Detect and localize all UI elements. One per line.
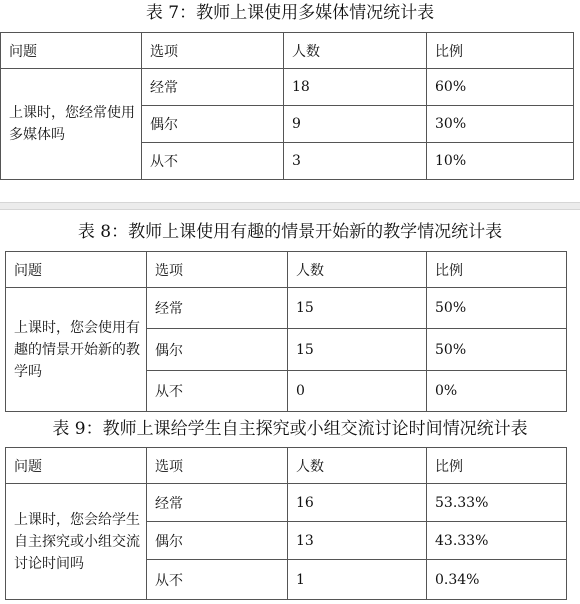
option-cell: 偶尔 [147,522,288,560]
option-cell: 从不 [142,143,284,180]
option-cell: 经常 [142,69,284,106]
header-count: 人数 [288,448,427,484]
ratio-cell: 53.33% [427,484,567,522]
table-8-title: 表 8：教师上课使用有趣的情景开始新的教学情况统计表 [77,222,503,242]
header-question: 问题 [6,252,147,288]
ratio-cell: 50% [427,329,567,371]
header-question: 问题 [1,33,142,69]
question-cell: 上课时，您经常使用多媒体吗 [1,69,142,180]
table-header-row [6,252,567,288]
option-cell: 偶尔 [142,106,284,143]
header-question: 问题 [6,448,147,484]
option-cell: 从不 [147,371,288,412]
table-9 [5,447,567,600]
table-7 [0,32,574,180]
option-cell: 从不 [147,560,288,600]
ratio-cell: 10% [427,143,574,180]
option-cell: 偶尔 [147,329,288,371]
count-cell: 13 [288,522,427,560]
ratio-cell: 30% [427,106,574,143]
table-row [1,69,574,106]
header-ratio: 比例 [427,33,574,69]
count-cell: 16 [288,484,427,522]
count-cell: 15 [288,288,427,329]
header-option: 选项 [142,33,284,69]
count-cell: 9 [284,106,427,143]
table-7-title: 表 7：教师上课使用多媒体情况统计表 [145,3,435,23]
header-option: 选项 [147,448,288,484]
header-ratio: 比例 [427,252,567,288]
ratio-cell: 0.34% [427,560,567,600]
count-cell: 3 [284,143,427,180]
table-header-row [1,33,574,69]
header-option: 选项 [147,252,288,288]
question-cell: 上课时，您会使用有趣的情景开始新的教学吗 [6,288,147,412]
option-cell: 经常 [147,288,288,329]
table-header-row [6,448,567,484]
count-cell: 0 [288,371,427,412]
ratio-cell: 60% [427,69,574,106]
ratio-cell: 50% [427,288,567,329]
table-row [6,484,567,522]
page-divider [0,202,580,210]
header-count: 人数 [284,33,427,69]
option-cell: 经常 [147,484,288,522]
ratio-cell: 0% [427,371,567,412]
header-count: 人数 [288,252,427,288]
count-cell: 18 [284,69,427,106]
count-cell: 15 [288,329,427,371]
table-row [6,288,567,329]
header-ratio: 比例 [427,448,567,484]
table-9-title: 表 9：教师上课给学生自主探究或小组交流讨论时间情况统计表 [52,419,528,439]
table-8 [5,251,567,412]
question-cell: 上课时，您会给学生自主探究或小组交流讨论时间吗 [6,484,147,600]
count-cell: 1 [288,560,427,600]
ratio-cell: 43.33% [427,522,567,560]
